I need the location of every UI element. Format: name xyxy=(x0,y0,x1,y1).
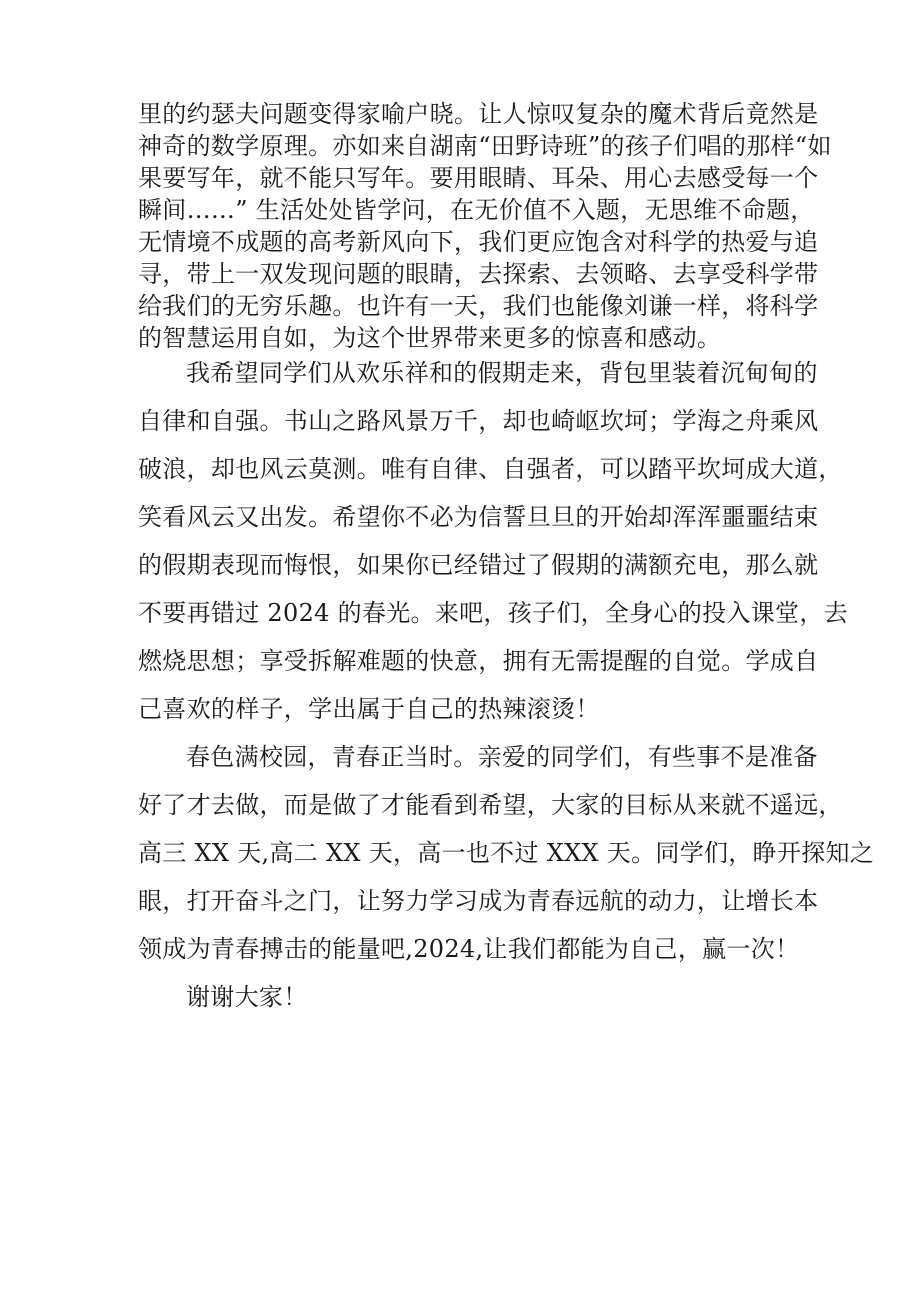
paragraph-2-line-8: 己喜欢的样子，学出属于自己的热辣滚烫！ xyxy=(138,695,600,723)
paragraph-1-line-1: 里的约瑟夫问题变得家喻户晓。让人惊叹复杂的魔术背后竟然是 xyxy=(138,100,819,128)
paragraph-3-line-4: 眼，打开奋斗之门，让努力学习成为青春远航的动力，让增长本 xyxy=(138,887,819,915)
paragraph-1-line-2: 神奇的数学原理。亦如来自湖南“田野诗班”的孩子们唱的那样“如 xyxy=(138,132,832,160)
paragraph-3-line-5: 领成为青春搏击的能量吧,2024,让我们都能为自己，赢一次！ xyxy=(138,935,800,963)
paragraph-2-line-4: 笑看风云又出发。希望你不必为信誓旦旦的开始却浑浑噩噩结束 xyxy=(138,503,819,531)
paragraph-2-line-7: 燃烧思想；享受拆解难题的快意，拥有无需提醒的自觉。学成自 xyxy=(138,647,819,675)
paragraph-1-line-7: 给我们的无穷乐趣。也许有一天，我们也能像刘谦一样，将科学 xyxy=(138,292,819,320)
paragraph-1-line-5: 无情境不成题的高考新风向下，我们更应饱含对科学的热爱与追 xyxy=(138,228,819,256)
paragraph-1-line-6: 寻，带上一双发现问题的眼睛，去探索、去领略、去享受科学带 xyxy=(138,260,819,288)
paragraph-3-line-3: 高三 XX 天,高二 XX 天，高一也不过 XXX 天。同学们，睁开探知之 xyxy=(138,839,875,867)
paragraph-1-line-3: 果要写年，就不能只写年。要用眼睛、耳朵、用心去感受每一个 xyxy=(138,164,819,192)
paragraph-2-line-3: 破浪，却也风云莫测。唯有自律、自强者，可以踏平坎坷成大道， xyxy=(138,455,843,483)
paragraph-3-line-2: 好了才去做，而是做了才能看到希望，大家的目标从来就不遥远， xyxy=(138,791,843,819)
paragraph-2-line-1: 我希望同学们从欢乐祥和的假期走来，背包里装着沉甸甸的 xyxy=(186,359,818,387)
paragraph-3-line-1: 春色满校园，青春正当时。亲爱的同学们，有些事不是准备 xyxy=(186,743,818,771)
paragraph-1-line-8: 的智慧运用自如，为这个世界带来更多的惊喜和感动。 xyxy=(138,324,722,352)
paragraph-1-line-4: 瞬间……” 生活处处皆学问，在无价值不入题，无思维不命题， xyxy=(138,196,815,224)
paragraph-2-line-2: 自律和自强。书山之路风景万千，却也崎岖坎坷；学海之舟乘风 xyxy=(138,407,819,435)
paragraph-2-line-5: 的假期表现而悔恨，如果你已经错过了假期的满额充电，那么就 xyxy=(138,551,819,579)
paragraph-2-line-6: 不要再错过 2024 的春光。来吧，孩子们，全身心的投入课堂，去 xyxy=(138,599,848,627)
closing-line: 谢谢大家！ xyxy=(186,983,308,1011)
